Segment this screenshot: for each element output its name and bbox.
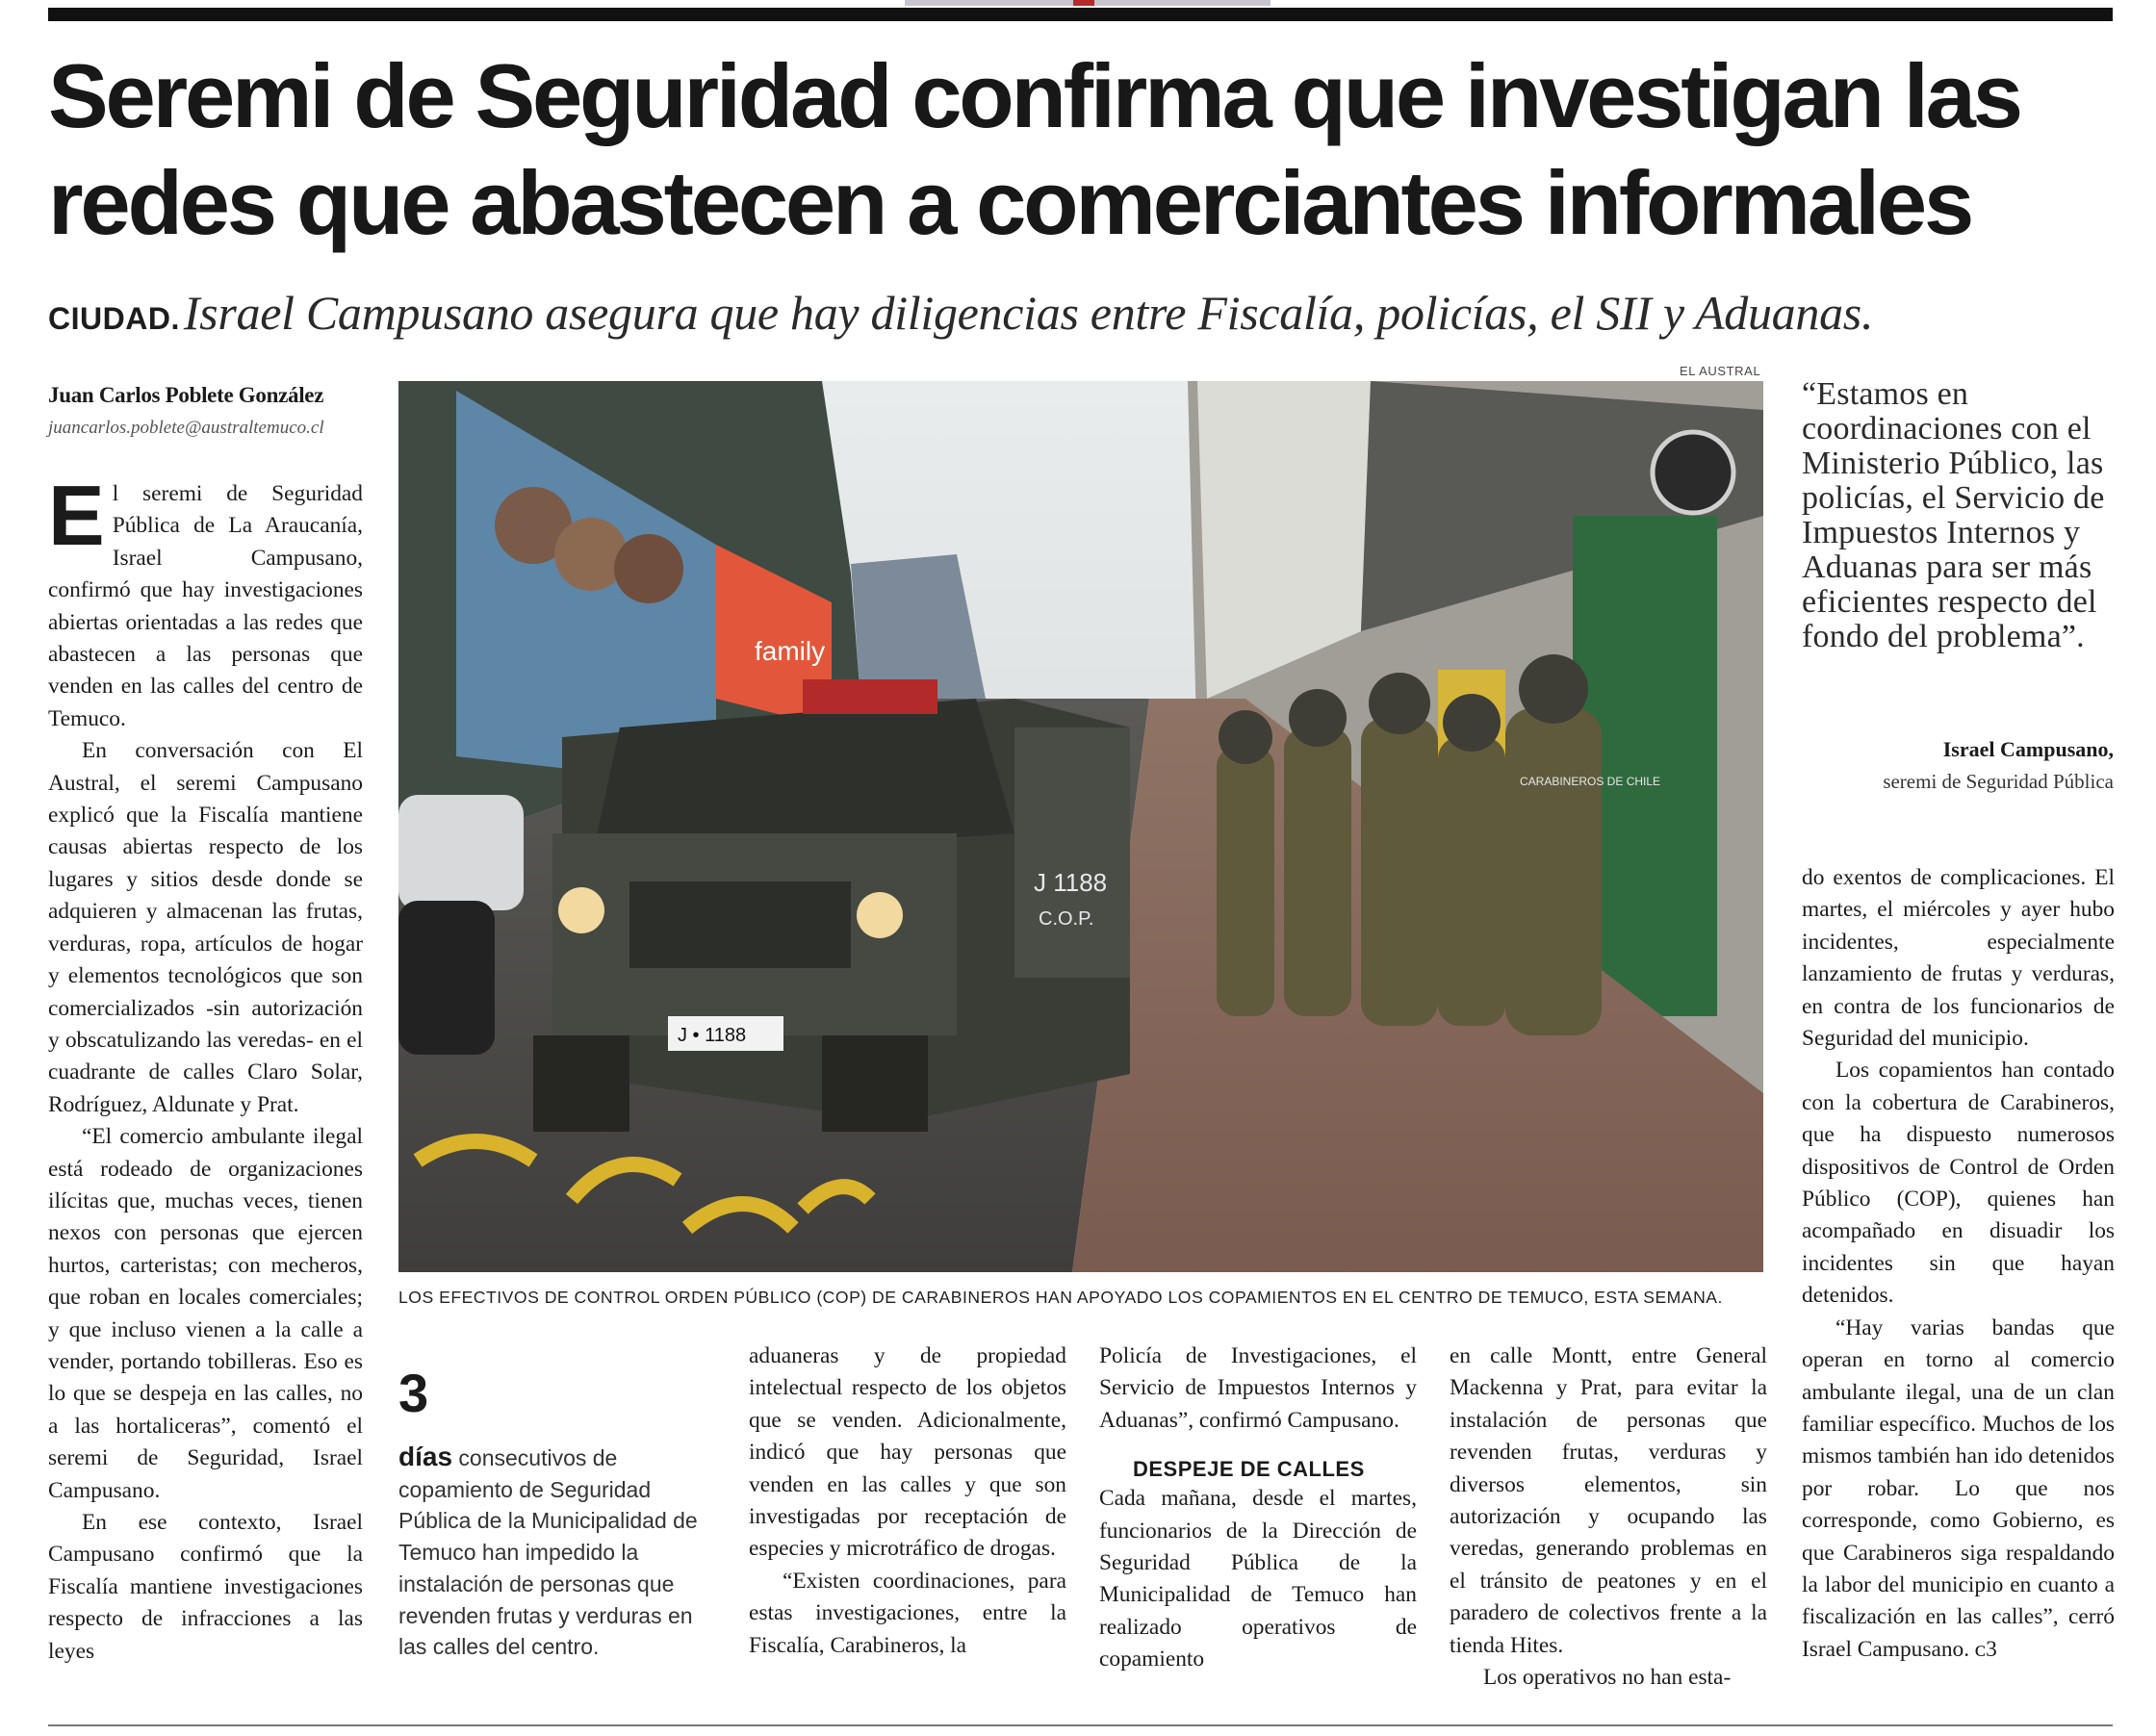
paragraph: Policía de Investigaciones, el Servicio de Impuestos Internos y Aduanas”, confirmó Campusano.: [1099, 1343, 1417, 1433]
article-column-4: [1450, 1340, 1767, 1694]
vehicle-plate-top: J 1188: [1034, 868, 1108, 897]
paragraph: Los copamientos han contado con la cobertura de Carabineros, que ha dispuesto numerosos dispositivos de Control de Orden Público (COP), quienes han acompañado en disuadir los incidentes sin que hayan detenidos.: [1802, 1058, 2115, 1309]
paragraph: Cada mañana, desde el martes, funcionarios de la Dirección de Seguridad Pública de la Municipalidad de Temuco han realizado operativos de copamiento: [1099, 1486, 1417, 1672]
article-column-3: [1099, 1340, 1417, 1676]
byline: [48, 383, 366, 439]
paragraph: “Existen coordinaciones, para estas investigaciones, entre la Fiscalía, Carabineros, la: [749, 1568, 1066, 1658]
round-sign: [1653, 432, 1733, 513]
paragraph: [1802, 1313, 2115, 1666]
top-section-tab: [905, 0, 1270, 6]
pull-quote: “Estamos en coordinaciones con el Ministerio Público, las policías, el Servicio de Impuestos Internos y Aduanas para ser más eficientes respecto del fondo del problema”.: [1802, 376, 2105, 654]
stat-unit: días: [398, 1442, 453, 1471]
paragraph: do exentos de complicaciones. El martes, el miércoles y ayer hubo incidentes, especialmente lanzamiento de frutas y verduras, en contra de los funcionarios de Seguridad del municipio.: [1802, 865, 2115, 1052]
quote-attribution: [1883, 737, 2114, 794]
paragraph: En conversación con El Austral, el seremi Campusano explicó que la Fiscalía mantiene causas abiertas respecto de los lugares y sitios desde donde se adquieren y almacenan las frutas, verduras, ropa, artículos de hogar y elementos tecnológicos que son comercializados -sin autorización y obscatulizando las veredas- en el cuadrante de calles Claro Solar, Rodríguez, Aldunate y Prat.: [48, 738, 363, 1117]
stat-body: [398, 1442, 706, 1663]
parked-car: [398, 795, 524, 910]
paragraph-text: l seremi de Seguridad Pública de La Araucanía, Israel Campusano, confirmó que hay investigaciones abiertas orientadas a las redes que abastecen a las personas que venden en las calles del centro de Temuco.: [48, 481, 363, 731]
paragraph: En ese contexto, Israel Campusano confirmó que la Fiscalía mantiene investigaciones respecto de infracciones a las leyes: [48, 1510, 363, 1664]
headline-line-1: Seremi de Seguridad confirma que investigan las: [48, 45, 2020, 146]
armored-vehicle: [533, 679, 1130, 1132]
article-column-5: [1802, 862, 2115, 1666]
headline: [48, 42, 2118, 256]
paragraph-text: “Hay varias bandas que operan en torno al comercio ambulante ilegal, una de un clan familiar específico. Muchos de los mismos también han ido detenidos por robar. Lo que nos corresponde, como Gobierno, es que Carabineros siga respaldando la labor del municipio en cuanto a fiscalización en las calles”, cerró Israel Campusano.: [1802, 1315, 2115, 1662]
vehicle-unit: C.O.P.: [1039, 908, 1094, 930]
bottom-rule: [48, 1724, 2113, 1726]
stat-text: consecutivos de copamiento de Seguridad Pública de la Municipalidad de Temuco han impedido la instalación de personas que revenden frutas y verduras en las calles del centro.: [398, 1445, 698, 1660]
store-sign-text: family: [755, 636, 826, 666]
vehicle-plate-front: J • 1188: [678, 1025, 747, 1046]
section-subhead: DESPEJE DE CALLES: [1133, 1457, 1365, 1482]
paragraph: Los operativos no han esta-: [1483, 1665, 1732, 1691]
paragraph: en calle Montt, entre General Mackenna y Prat, para evitar la instalación de personas que revenden frutas, verduras y diversos elementos, sin autorización y ocupando las veredas, generando problemas en el tránsito de peatones y en el paradero de colectivos frente a la tienda Hites.: [1450, 1343, 1767, 1658]
end-mark-icon: ᴄ3: [1974, 1636, 1997, 1662]
article-column-2: [749, 1340, 1066, 1662]
photo-caption: LOS EFECTIVOS DE CONTROL ORDEN PÚBLICO (COP) DE CARABINEROS HAN APOYADO LOS COPAMIENTOS EN EL CENTRO DE TEMUCO, ESTA SEMANA.: [398, 1288, 1723, 1307]
top-rule: [48, 8, 2113, 21]
subtitle: Israel Campusano asegura que hay diligencias entre Fiscalía, policías, el SII y Aduanas.: [183, 286, 1874, 340]
stat-number: 3: [398, 1363, 429, 1423]
article-column-1: [48, 468, 363, 1668]
photo-credit: EL AUSTRAL: [1680, 364, 1761, 378]
headline-line-2: redes que abastecen a comerciantes informales: [48, 152, 1972, 253]
paragraph: “El comercio ambulante ilegal está rodeado de organizaciones ilícitas que, muchas veces, tienen nexos con personas que ejercen hurtos, carteristas; con mecheros, que roban en locales comerciales; y que incluso vienen a la calle a vender, portando tobilleras. Eso es lo que se despeja en las calles, no a las hortaliceras”, comentó el seremi de Seguridad, Israel Campusano.: [48, 1124, 363, 1503]
quote-role: seremi de Seguridad Pública: [1883, 770, 2114, 793]
drop-cap: E: [48, 468, 105, 563]
byline-author: Juan Carlos Poblete González: [48, 383, 324, 407]
stat-box: [398, 1365, 706, 1663]
news-photo: [398, 381, 1763, 1272]
paragraph: aduaneras y de propiedad intelectual respecto de los objetos que se venden. Adicionalmente, indicó que hay personas que venden en las calles y que son investigadas por receptación de especies y microtráfico de drogas.: [749, 1343, 1066, 1562]
byline-email[interactable]: juancarlos.poblete@australtemuco.cl: [48, 418, 324, 438]
deck: [48, 285, 1873, 341]
section-label: CIUDAD.: [48, 301, 180, 336]
quote-name: Israel Campusano,: [1942, 737, 2114, 761]
jacket-text: CARABINEROS DE CHILE: [1520, 775, 1661, 788]
photo-illustration: [398, 381, 1763, 1272]
paragraph: [48, 468, 363, 735]
dark-car: [398, 901, 495, 1055]
